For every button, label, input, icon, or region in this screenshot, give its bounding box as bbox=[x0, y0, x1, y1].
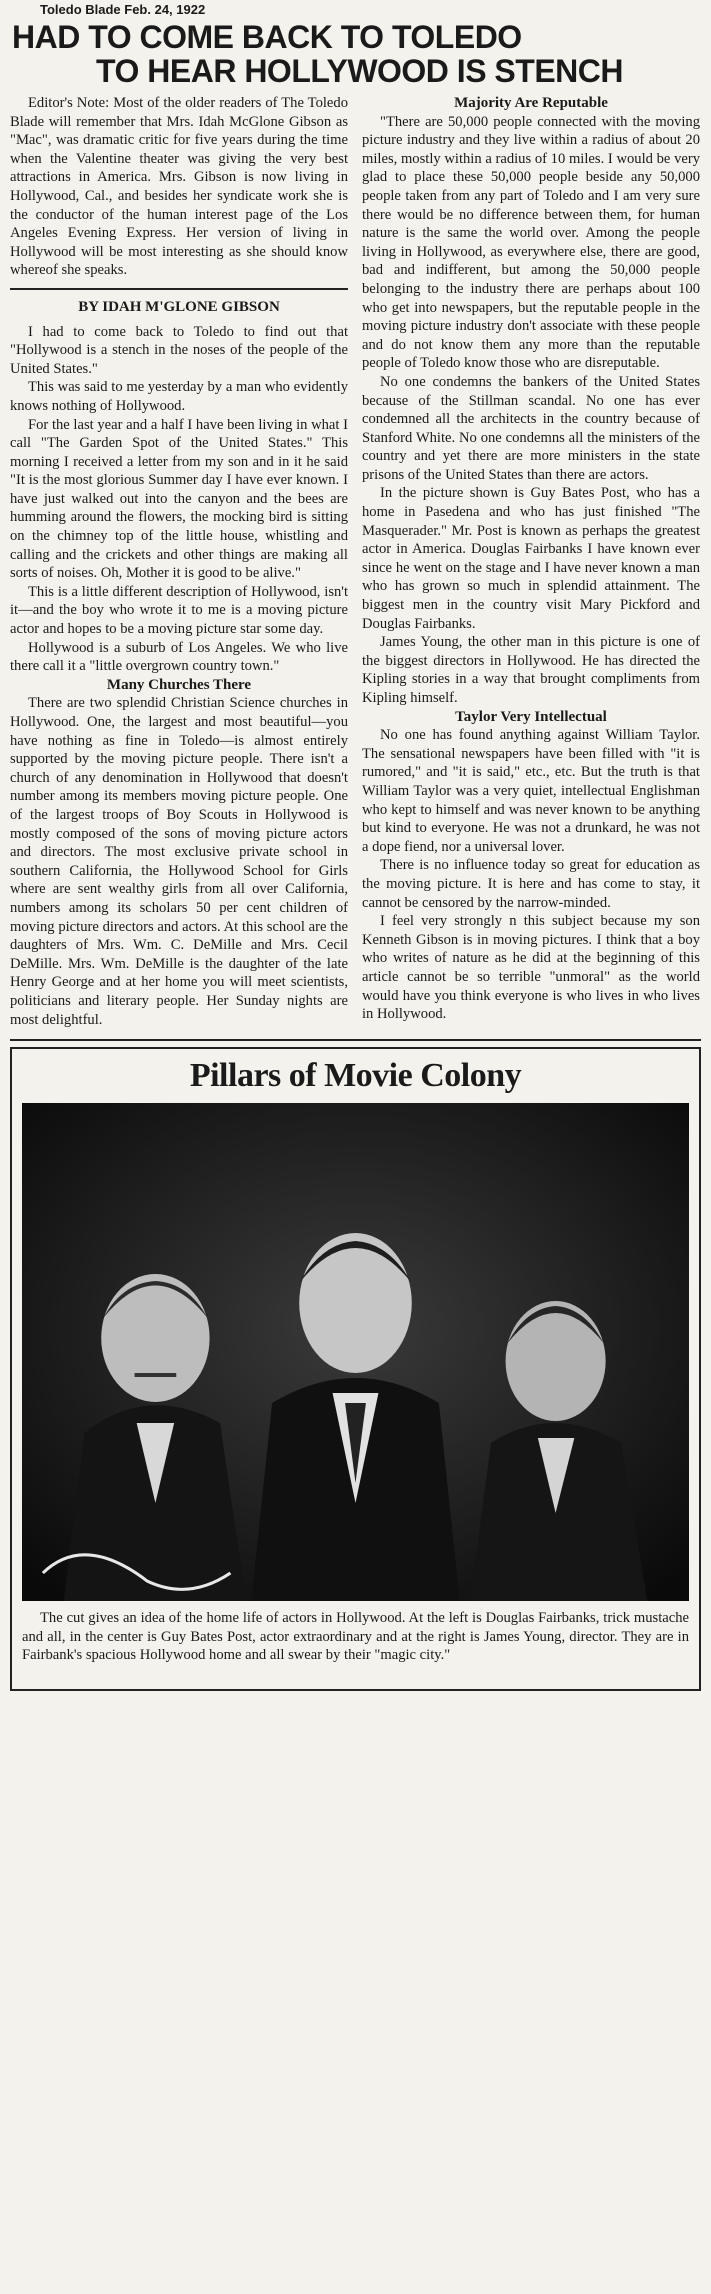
left-column bbox=[10, 94, 348, 1029]
paragraph: There are two splendid Christian Science churches in Hollywood. One, the largest and most beautiful—you have nothing as fine in Toledo—is almost entirely supported by the moving picture people. There isn't a church of any denomination in Hollywood that doesn't number among its members moving picture people. One of the largest troops of Boy Scouts in Hollywood is mostly composed of the sons of moving picture actors and directors. The most exclusive private school in southern California, the Hollywood School for Girls where are sent wealthy girls from all over California, numbers among its scholars 50 per cent children of moving picture directors and actors. At this school are the daughters of Mrs. Wm. C. DeMille and Mrs. Cecil DeMille. Mrs. Wm. DeMille is the daughter of the late Henry George and at her home you will meet scientists, politicians and literary people. Her Sunday nights are most delightful. bbox=[10, 695, 348, 1028]
paragraph: I had to come back to Toledo to find out that "Hollywood is a stench in the noses of the people of the United States." bbox=[10, 323, 348, 377]
paragraph: "There are 50,000 people connected with the moving picture industry and they live within a radius of about 20 miles, mostly within a radius of 10 miles. I would be very glad to place these 50,000 people beside any 50,000 people taken from any part of Toledo and I am very sure there would be no difference between them, for human nature is the same the world over. Among the people living in Hollywood, as everywhere else, there are good, bad and indifferent, but among the 50,000 people belonging to the industry there are perhaps about 100 who get into newspapers, but the reputable people in the moving picture industry don't associate with these people and do not know them any more than the reputable people of Toledo know those who are disreputable. bbox=[362, 113, 700, 372]
article-columns bbox=[6, 94, 705, 1029]
paragraph: This is a little different description of Hollywood, isn't it—and the boy who wrote it to me is a moving picture actor and hopes to be a moving picture star some day. bbox=[10, 583, 348, 638]
photo-title: Pillars of Movie Colony bbox=[189, 1057, 522, 1095]
paragraph: I feel very strongly n this subject because my son Kenneth Gibson is in moving pictures. I think that a boy who writes of nature as he did at the beginning of this article cannot be so terrible "unmoral" as the world would have you think everyone is who lives in who lives in Hollywood. bbox=[362, 913, 700, 1023]
paragraph: This was said to me yesterday by a man who evidently knows nothing of Hollywood. bbox=[10, 379, 348, 414]
headline bbox=[6, 20, 705, 88]
paragraph: James Young, the other man in this picture is one of the biggest directors in Hollywood. He has directed the Kipling stories in a way that brought compliments from Kipling himself. bbox=[362, 634, 700, 706]
paragraph: No one has found anything against William Taylor. The sensational newspapers have been filled with "it is rumored," and "it is said," etc., etc. But the truth is that William Taylor was a very quiet, intellectual Englishman who kept to himself and was never known to be anything but kind to everyone. He was not a drunkard, he was not a dope fiend, nor a universal lover. bbox=[362, 727, 700, 855]
subhead-churches: Many Churches There bbox=[106, 676, 252, 693]
subhead-taylor: Taylor Very Intellectual bbox=[455, 708, 607, 725]
group-portrait-photo bbox=[22, 1103, 689, 1601]
right-column bbox=[362, 94, 700, 1029]
paragraph: Hollywood is a suburb of Los Angeles. We who live there call it a "little overgrown country town." bbox=[10, 639, 348, 675]
section-divider bbox=[10, 1039, 701, 1041]
paragraph: In the picture shown is Guy Bates Post, who has a home in Pasedena and who has just finished "The Masquerader." Mr. Post is known as perhaps the greatest actor in America. Douglas Fairbanks I have known ever since he went on the stage and I have never known a man who has grown so much in splendid attainment. The biggest men in the country visit Mary Pickford and Douglas Fairbanks. bbox=[362, 485, 700, 632]
headline-line-1: HAD TO COME BACK TO TOLEDO bbox=[12, 19, 522, 55]
dateline: Toledo Blade Feb. 24, 1922 bbox=[40, 2, 206, 17]
editor-note-text: Editor's Note: Most of the older readers of The Toledo Blade will remember that Mrs. Idah McGlone Gibson as "Mac", was dramatic critic for five years during the time when the Valentine theater was giving the very best attractions in America. Mrs. Gibson is now living in Hollywood, Cal., and besides her syndicate work she is the conductor of the human interest page of the Los Angeles Evening Express. Her version of living in Hollywood will be most interesting as she should know whereof she speaks. bbox=[10, 95, 348, 279]
headline-line-2: TO HEAR HOLLYWOOD IS STENCH bbox=[96, 53, 623, 89]
photo-section bbox=[10, 1047, 701, 1691]
paragraph: For the last year and a half I have been living in what I call "The Garden Spot of the United States." This morning I received a letter from my son and in it he said "It is the most glorious Summer day I have ever known. I have just walked out into the canyon and the bees are humming around the flowers, the mocking bird is sitting on the chimney top of the little house, whistling and calling and the crickets and other things are making all sorts of noises. Oh, Mother it is good to be alive." bbox=[10, 416, 348, 582]
subhead-reputable: Majority Are Reputable bbox=[454, 95, 608, 111]
byline: BY IDAH M'GLONE GIBSON bbox=[78, 298, 280, 315]
editor-note bbox=[10, 94, 348, 290]
paragraph: No one condemns the bankers of the United States because of the Stillman scandal. No one has ever condemned all the architects in the country because of Stanford White. No one condemns all the ministers of the country and yet there are more ministers in the state prisons of the United States than there are actors. bbox=[362, 373, 700, 483]
paragraph: There is no influence today so great for education as the moving picture. It is here and has come to stay, it cannot be censored by the narrow-minded. bbox=[362, 857, 700, 911]
photo-caption: The cut gives an idea of the home life of actors in Hollywood. At the left is Douglas Fairbanks, trick mustache and all, in the center is Guy Bates Post, actor extraordinary and at the right is James Young, director. They are in Fairbank's spacious Hollywood home and all swear by their "magic city." bbox=[22, 1610, 689, 1664]
